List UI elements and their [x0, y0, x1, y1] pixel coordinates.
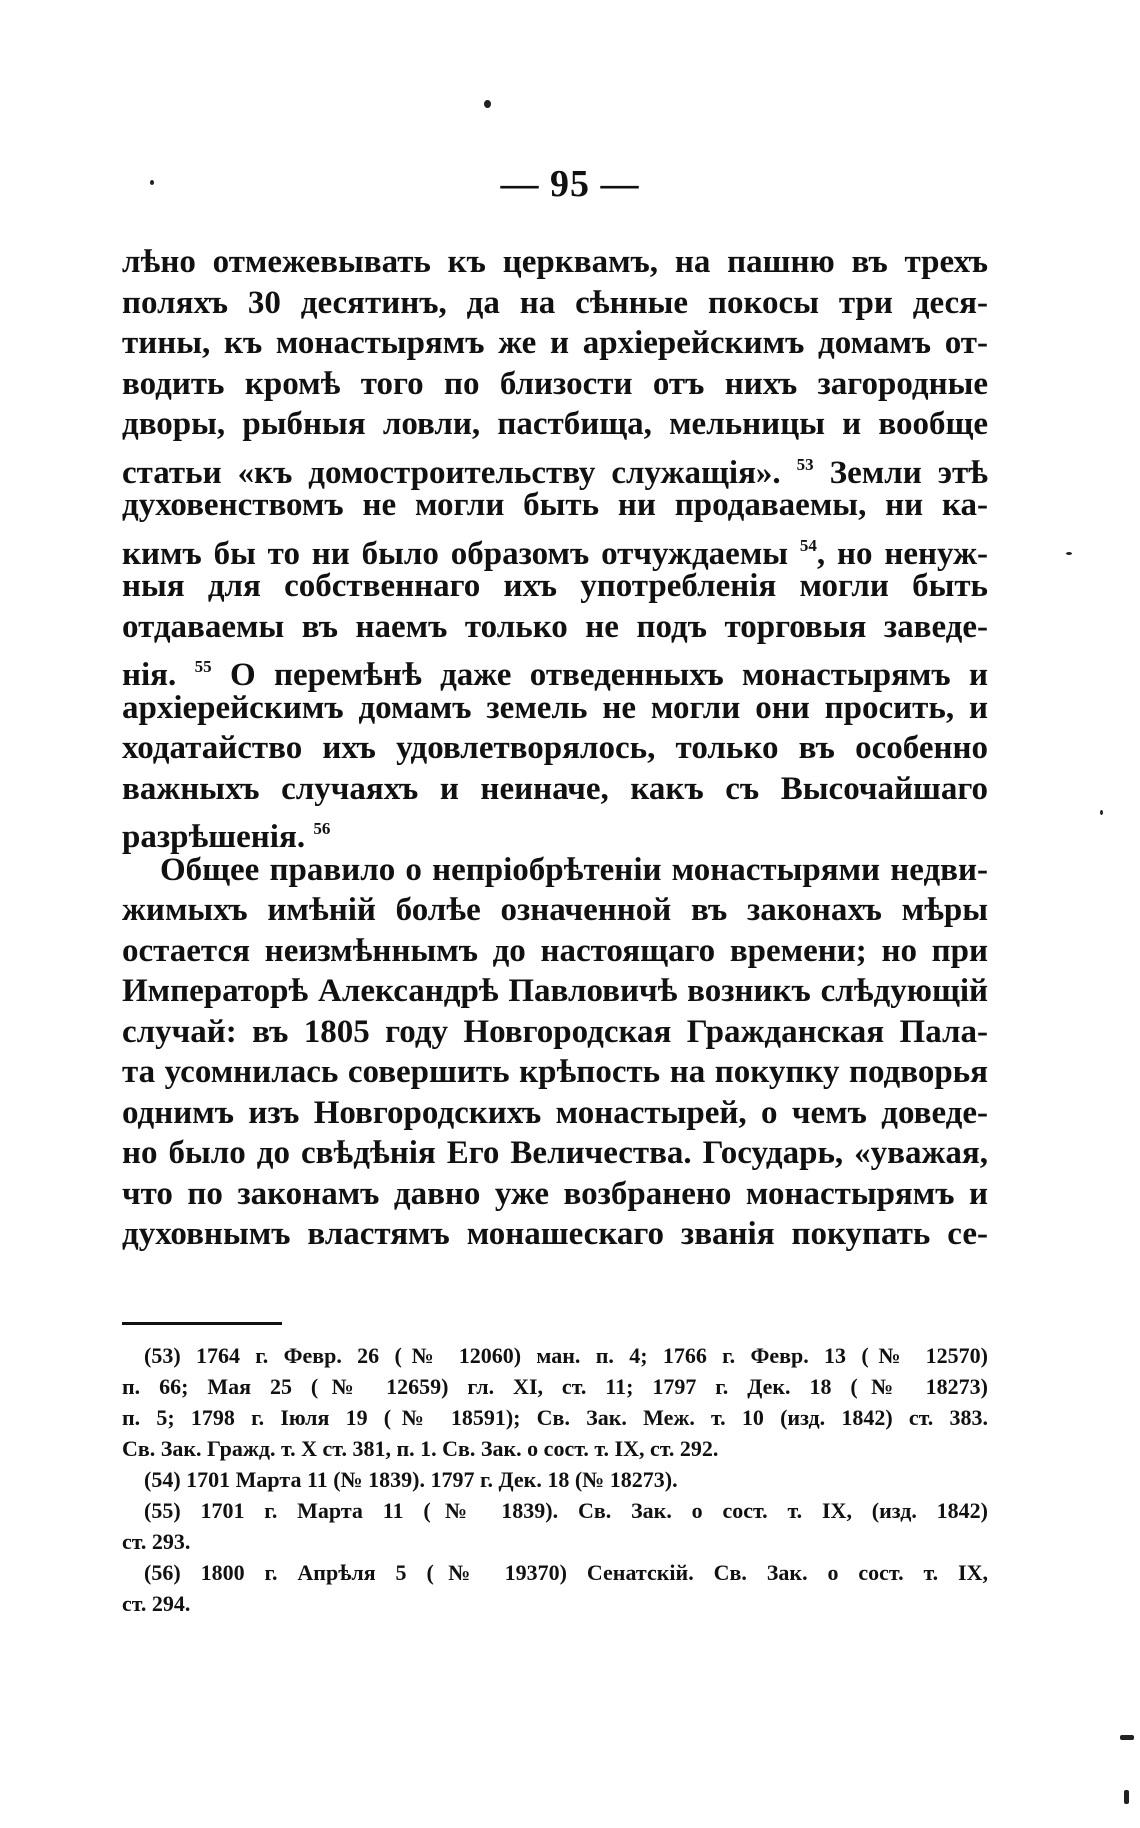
body-text	[122, 242, 988, 1255]
footnotes	[122, 1340, 988, 1619]
footnote-ref-55[interactable]: 55	[194, 657, 212, 676]
text-line: та усомнилась совершить крѣпость на покупку подворья	[122, 1054, 988, 1090]
text-line: духовнымъ властямъ монашескаго званія покупать се-	[122, 1216, 988, 1252]
text-line: поляхъ 30 десятинъ, да на сѣнные покосы три деся-	[122, 284, 988, 321]
text-segment: О перемѣнѣ даже отведенныхъ монастырямъ и	[229, 657, 988, 693]
footnote-ref-56[interactable]: 56	[313, 819, 331, 838]
footnote-ref-53[interactable]: 53	[796, 454, 814, 474]
text-line-with-ref	[122, 445, 988, 491]
footnote-line: ст. 293.	[122, 1529, 191, 1554]
text-segment: нія.	[122, 657, 177, 693]
footnote-line: Св. Зак. Гражд. т. X ст. 381, п. 1. Св. Зак. о сост. т. IX, ст. 292.	[122, 1436, 719, 1461]
text-line-with-ref	[122, 809, 988, 855]
text-segment: Земли этѣ	[829, 454, 988, 491]
text-segment: статьи «къ домостроительству служащія».	[122, 454, 781, 491]
text-line: отдаваемы въ наемъ только не подъ торговыя заведе-	[122, 608, 988, 645]
text-line: жимыхъ имѣній болѣе означенной въ законахъ мѣры	[122, 892, 988, 928]
print-speck	[1066, 552, 1072, 555]
text-line-with-ref	[122, 647, 988, 693]
page-number: — 95 —	[500, 163, 640, 205]
print-speck	[1120, 1735, 1134, 1740]
text-line: остается неизмѣннымъ до настоящаго времени; но при	[122, 932, 988, 969]
text-segment: разрѣшенія.	[122, 819, 306, 855]
text-line: ходатайство ихъ удовлетворялось, только въ особенно	[122, 730, 988, 766]
text-line: дворы, рыбныя ловли, пастбища, мельницы и вообще	[122, 406, 988, 442]
print-speck	[484, 100, 491, 108]
text-line: водить кромѣ того по близости отъ нихъ загородные	[122, 365, 988, 402]
text-line: Общее правило о непріобрѣтеніи монастырями недви-	[160, 851, 988, 888]
text-line: однимъ изъ Новгородскихъ монастырей, о чемъ доведе-	[122, 1094, 988, 1131]
footnote-divider	[122, 1322, 282, 1325]
print-speck	[1100, 810, 1103, 815]
footnote-line: (53) 1764 г. Февр. 26 (№ 12060) ман. п. 4; 1766 г. Февр. 13 (№ 12570)	[144, 1343, 988, 1368]
text-line: случай: въ 1805 году Новгородская Гражданская Пала-	[122, 1013, 988, 1050]
text-line: тины, къ монастырямъ же и архіерейскимъ домамъ от-	[122, 325, 988, 361]
text-line-with-ref	[122, 526, 989, 572]
text-line: что по законамъ давно уже возбранено монастырямъ и	[122, 1175, 988, 1212]
text-line: лѣно отмежевывать къ церквамъ, на пашню въ трехъ	[122, 244, 988, 280]
text-segment: кимъ бы то ни было образомъ отчуждаемы	[122, 535, 789, 572]
print-speck	[150, 180, 154, 185]
footnote-line: п. 66; Мая 25 (№ 12659) гл. XI, ст. 11; 1797 г. Дек. 18 (№ 18273)	[122, 1374, 988, 1399]
text-line: духовенствомъ не могли быть ни продаваемы, ни ка-	[122, 487, 988, 523]
text-line: Императорѣ Александрѣ Павловичѣ возникъ слѣдующій	[122, 973, 988, 1009]
footnote-line: (54) 1701 Марта 11 (№ 1839). 1797 г. Дек. 18 (№ 18273).	[144, 1467, 678, 1492]
text-line: ныя для собственнаго ихъ употребленія могли быть	[122, 568, 988, 604]
text-segment: , но ненуж-	[816, 535, 989, 572]
print-speck	[1124, 1790, 1129, 1804]
text-line: важныхъ случаяхъ и неиначе, какъ съ Высочайшаго	[122, 770, 988, 807]
footnote-ref-54[interactable]: 54	[799, 535, 817, 555]
footnote-line: (55) 1701 г. Марта 11 (№ 1839). Св. Зак. о сост. т. IX, (изд. 1842)	[144, 1498, 988, 1523]
text-line: архіерейскимъ домамъ земель не могли они просить, и	[122, 689, 988, 726]
footnote-line: п. 5; 1798 г. Іюля 19 (№ 18591); Св. Зак. Меж. т. 10 (изд. 1842) ст. 383.	[122, 1405, 988, 1430]
text-line: но было до свѣдѣнія Его Величества. Государь, «уважая,	[122, 1135, 988, 1171]
footnote-line: ст. 294.	[122, 1591, 191, 1616]
footnote-line: (56) 1800 г. Апрѣля 5 (№ 19370) Сенатскій. Св. Зак. о сост. т. IX,	[144, 1560, 988, 1585]
